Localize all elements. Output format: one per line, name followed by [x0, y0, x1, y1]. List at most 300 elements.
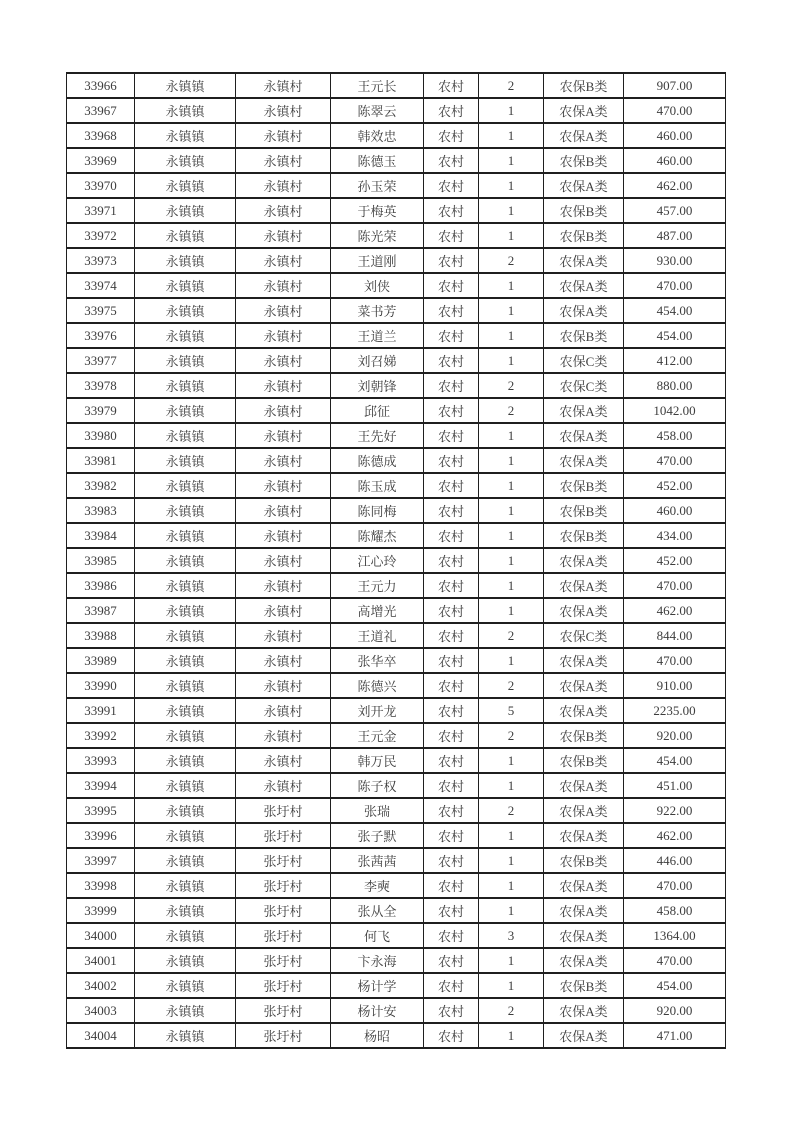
town-cell: 永镇镇 [135, 948, 236, 973]
village-cell: 张圩村 [236, 823, 331, 848]
person-count-cell: 1 [479, 223, 544, 248]
town-cell: 永镇镇 [135, 448, 236, 473]
amount-cell: 451.00 [624, 773, 726, 798]
person-count-cell: 1 [479, 773, 544, 798]
insurance-category-cell: 农保B类 [544, 198, 624, 223]
table-row [67, 323, 726, 348]
person-name-cell: 韩万民 [331, 748, 424, 773]
table-row [67, 473, 726, 498]
table-row [67, 748, 726, 773]
table-row [67, 448, 726, 473]
record-number-cell: 33973 [67, 248, 135, 273]
household-type-cell: 农村 [424, 673, 479, 698]
person-name-cell: 陈玉成 [331, 473, 424, 498]
table-row [67, 823, 726, 848]
insurance-category-cell: 农保B类 [544, 848, 624, 873]
insurance-category-cell: 农保A类 [544, 823, 624, 848]
town-cell: 永镇镇 [135, 623, 236, 648]
record-number-cell: 33968 [67, 123, 135, 148]
village-cell: 张圩村 [236, 948, 331, 973]
household-type-cell: 农村 [424, 873, 479, 898]
insurance-category-cell: 农保B类 [544, 723, 624, 748]
table-row [67, 948, 726, 973]
insurance-category-cell: 农保A类 [544, 898, 624, 923]
household-type-cell: 农村 [424, 148, 479, 173]
person-name-cell: 王道刚 [331, 248, 424, 273]
person-count-cell: 1 [479, 448, 544, 473]
insurance-category-cell: 农保B类 [544, 323, 624, 348]
record-number-cell: 33987 [67, 598, 135, 623]
village-cell: 永镇村 [236, 598, 331, 623]
amount-cell: 470.00 [624, 573, 726, 598]
person-name-cell: 王道礼 [331, 623, 424, 648]
village-cell: 永镇村 [236, 448, 331, 473]
town-cell: 永镇镇 [135, 98, 236, 123]
record-number-cell: 34001 [67, 948, 135, 973]
record-number-cell: 33989 [67, 648, 135, 673]
person-name-cell: 菜书芳 [331, 298, 424, 323]
town-cell: 永镇镇 [135, 148, 236, 173]
person-name-cell: 陈德玉 [331, 148, 424, 173]
insurance-category-cell: 农保B类 [544, 73, 624, 98]
person-name-cell: 孙玉荣 [331, 173, 424, 198]
amount-cell: 880.00 [624, 373, 726, 398]
table-row [67, 348, 726, 373]
insurance-category-cell: 农保A类 [544, 773, 624, 798]
town-cell: 永镇镇 [135, 698, 236, 723]
town-cell: 永镇镇 [135, 648, 236, 673]
person-count-cell: 1 [479, 848, 544, 873]
insurance-category-cell: 农保A类 [544, 673, 624, 698]
village-cell: 张圩村 [236, 973, 331, 998]
household-type-cell: 农村 [424, 173, 479, 198]
village-cell: 永镇村 [236, 248, 331, 273]
insurance-category-cell: 农保A类 [544, 273, 624, 298]
town-cell: 永镇镇 [135, 723, 236, 748]
table-row [67, 998, 726, 1023]
table-row [67, 98, 726, 123]
person-count-cell: 1 [479, 1023, 544, 1048]
person-count-cell: 2 [479, 248, 544, 273]
amount-cell: 454.00 [624, 323, 726, 348]
amount-cell: 452.00 [624, 473, 726, 498]
village-cell: 永镇村 [236, 223, 331, 248]
amount-cell: 458.00 [624, 898, 726, 923]
person-count-cell: 2 [479, 998, 544, 1023]
town-cell: 永镇镇 [135, 773, 236, 798]
insurance-category-cell: 农保A类 [544, 123, 624, 148]
person-count-cell: 1 [479, 148, 544, 173]
person-count-cell: 1 [479, 348, 544, 373]
amount-cell: 460.00 [624, 498, 726, 523]
record-number-cell: 33990 [67, 673, 135, 698]
person-name-cell: 陈耀杰 [331, 523, 424, 548]
town-cell: 永镇镇 [135, 973, 236, 998]
village-cell: 永镇村 [236, 323, 331, 348]
person-count-cell: 1 [479, 173, 544, 198]
record-number-cell: 33983 [67, 498, 135, 523]
person-name-cell: 韩效忠 [331, 123, 424, 148]
table-row [67, 648, 726, 673]
record-number-cell: 33971 [67, 198, 135, 223]
person-count-cell: 1 [479, 98, 544, 123]
person-count-cell: 1 [479, 298, 544, 323]
amount-cell: 462.00 [624, 823, 726, 848]
household-type-cell: 农村 [424, 323, 479, 348]
person-count-cell: 2 [479, 73, 544, 98]
town-cell: 永镇镇 [135, 673, 236, 698]
village-cell: 张圩村 [236, 873, 331, 898]
person-count-cell: 1 [479, 498, 544, 523]
amount-cell: 470.00 [624, 873, 726, 898]
insurance-category-cell: 农保B类 [544, 148, 624, 173]
table-row [67, 723, 726, 748]
person-name-cell: 卞永海 [331, 948, 424, 973]
person-count-cell: 1 [479, 973, 544, 998]
insurance-category-cell: 农保A类 [544, 98, 624, 123]
village-cell: 永镇村 [236, 73, 331, 98]
insurance-category-cell: 农保B类 [544, 973, 624, 998]
amount-cell: 470.00 [624, 273, 726, 298]
insurance-category-cell: 农保A类 [544, 398, 624, 423]
person-count-cell: 1 [479, 473, 544, 498]
village-cell: 永镇村 [236, 673, 331, 698]
record-number-cell: 33980 [67, 423, 135, 448]
village-cell: 张圩村 [236, 998, 331, 1023]
record-number-cell: 33986 [67, 573, 135, 598]
village-cell: 永镇村 [236, 123, 331, 148]
person-name-cell: 杨计安 [331, 998, 424, 1023]
record-number-cell: 33981 [67, 448, 135, 473]
town-cell: 永镇镇 [135, 73, 236, 98]
person-name-cell: 于梅英 [331, 198, 424, 223]
record-number-cell: 33992 [67, 723, 135, 748]
insurance-category-cell: 农保B类 [544, 223, 624, 248]
table-row [67, 248, 726, 273]
insurance-category-cell: 农保C类 [544, 623, 624, 648]
household-type-cell: 农村 [424, 898, 479, 923]
person-count-cell: 1 [479, 273, 544, 298]
household-type-cell: 农村 [424, 1023, 479, 1048]
insurance-category-cell: 农保A类 [544, 548, 624, 573]
table-row [67, 573, 726, 598]
household-type-cell: 农村 [424, 573, 479, 598]
table-row [67, 223, 726, 248]
table-row [67, 298, 726, 323]
insurance-category-cell: 农保A类 [544, 798, 624, 823]
household-type-cell: 农村 [424, 823, 479, 848]
record-number-cell: 33979 [67, 398, 135, 423]
person-count-cell: 2 [479, 723, 544, 748]
record-number-cell: 34000 [67, 923, 135, 948]
table-row [67, 973, 726, 998]
person-count-cell: 1 [479, 423, 544, 448]
person-count-cell: 1 [479, 748, 544, 773]
household-type-cell: 农村 [424, 448, 479, 473]
person-count-cell: 2 [479, 623, 544, 648]
person-name-cell: 王元长 [331, 73, 424, 98]
table-row [67, 173, 726, 198]
household-type-cell: 农村 [424, 548, 479, 573]
table-row [67, 73, 726, 98]
household-type-cell: 农村 [424, 598, 479, 623]
person-count-cell: 1 [479, 323, 544, 348]
person-count-cell: 1 [479, 873, 544, 898]
amount-cell: 470.00 [624, 98, 726, 123]
town-cell: 永镇镇 [135, 598, 236, 623]
person-name-cell: 杨计学 [331, 973, 424, 998]
table-row [67, 523, 726, 548]
town-cell: 永镇镇 [135, 223, 236, 248]
insurance-category-cell: 农保C类 [544, 373, 624, 398]
person-name-cell: 陈翠云 [331, 98, 424, 123]
amount-cell: 452.00 [624, 548, 726, 573]
record-number-cell: 33972 [67, 223, 135, 248]
village-cell: 永镇村 [236, 298, 331, 323]
person-name-cell: 刘朝锋 [331, 373, 424, 398]
village-cell: 永镇村 [236, 498, 331, 523]
insurance-category-cell: 农保A类 [544, 173, 624, 198]
record-number-cell: 33969 [67, 148, 135, 173]
household-type-cell: 农村 [424, 73, 479, 98]
amount-cell: 458.00 [624, 423, 726, 448]
town-cell: 永镇镇 [135, 373, 236, 398]
amount-cell: 462.00 [624, 598, 726, 623]
record-number-cell: 33998 [67, 873, 135, 898]
amount-cell: 470.00 [624, 448, 726, 473]
person-name-cell: 张瑞 [331, 798, 424, 823]
town-cell: 永镇镇 [135, 498, 236, 523]
household-type-cell: 农村 [424, 273, 479, 298]
person-count-cell: 1 [479, 898, 544, 923]
town-cell: 永镇镇 [135, 123, 236, 148]
record-number-cell: 33993 [67, 748, 135, 773]
person-name-cell: 江心玲 [331, 548, 424, 573]
table-row [67, 273, 726, 298]
person-count-cell: 1 [479, 648, 544, 673]
household-type-cell: 农村 [424, 298, 479, 323]
insurance-category-cell: 农保A类 [544, 873, 624, 898]
village-cell: 永镇村 [236, 273, 331, 298]
amount-cell: 2235.00 [624, 698, 726, 723]
record-number-cell: 33991 [67, 698, 135, 723]
table-row [67, 498, 726, 523]
table-row [67, 623, 726, 648]
person-name-cell: 杨昭 [331, 1023, 424, 1048]
amount-cell: 907.00 [624, 73, 726, 98]
insurance-category-cell: 农保A类 [544, 298, 624, 323]
amount-cell: 844.00 [624, 623, 726, 648]
village-cell: 永镇村 [236, 198, 331, 223]
town-cell: 永镇镇 [135, 873, 236, 898]
town-cell: 永镇镇 [135, 898, 236, 923]
household-type-cell: 农村 [424, 973, 479, 998]
table-body [67, 73, 726, 1048]
amount-cell: 487.00 [624, 223, 726, 248]
amount-cell: 460.00 [624, 123, 726, 148]
amount-cell: 930.00 [624, 248, 726, 273]
household-type-cell: 农村 [424, 748, 479, 773]
amount-cell: 920.00 [624, 998, 726, 1023]
amount-cell: 1042.00 [624, 398, 726, 423]
record-number-cell: 33996 [67, 823, 135, 848]
village-cell: 永镇村 [236, 423, 331, 448]
household-type-cell: 农村 [424, 723, 479, 748]
household-type-cell: 农村 [424, 798, 479, 823]
amount-cell: 454.00 [624, 973, 726, 998]
person-name-cell: 张从全 [331, 898, 424, 923]
person-name-cell: 邱征 [331, 398, 424, 423]
amount-cell: 471.00 [624, 1023, 726, 1048]
record-number-cell: 34004 [67, 1023, 135, 1048]
record-number-cell: 33966 [67, 73, 135, 98]
person-name-cell: 陈德成 [331, 448, 424, 473]
household-type-cell: 农村 [424, 248, 479, 273]
person-name-cell: 高增光 [331, 598, 424, 623]
record-number-cell: 33977 [67, 348, 135, 373]
insurance-category-cell: 农保A类 [544, 1023, 624, 1048]
insurance-category-cell: 农保B类 [544, 748, 624, 773]
record-number-cell: 33995 [67, 798, 135, 823]
record-number-cell: 33997 [67, 848, 135, 873]
amount-cell: 434.00 [624, 523, 726, 548]
record-number-cell: 33970 [67, 173, 135, 198]
village-cell: 永镇村 [236, 148, 331, 173]
person-name-cell: 何飞 [331, 923, 424, 948]
village-cell: 永镇村 [236, 398, 331, 423]
amount-cell: 460.00 [624, 148, 726, 173]
record-number-cell: 34003 [67, 998, 135, 1023]
table-row [67, 423, 726, 448]
town-cell: 永镇镇 [135, 173, 236, 198]
amount-cell: 1364.00 [624, 923, 726, 948]
insurance-category-cell: 农保C类 [544, 348, 624, 373]
insurance-category-cell: 农保B类 [544, 498, 624, 523]
town-cell: 永镇镇 [135, 423, 236, 448]
table-row [67, 773, 726, 798]
town-cell: 永镇镇 [135, 998, 236, 1023]
village-cell: 永镇村 [236, 373, 331, 398]
person-name-cell: 陈同梅 [331, 498, 424, 523]
table-row [67, 373, 726, 398]
record-number-cell: 33974 [67, 273, 135, 298]
table-row [67, 198, 726, 223]
insurance-category-cell: 农保A类 [544, 573, 624, 598]
insurance-category-cell: 农保A类 [544, 998, 624, 1023]
person-count-cell: 1 [479, 598, 544, 623]
town-cell: 永镇镇 [135, 198, 236, 223]
town-cell: 永镇镇 [135, 273, 236, 298]
town-cell: 永镇镇 [135, 323, 236, 348]
record-number-cell: 33999 [67, 898, 135, 923]
record-number-cell: 33985 [67, 548, 135, 573]
table-row [67, 673, 726, 698]
amount-cell: 922.00 [624, 798, 726, 823]
town-cell: 永镇镇 [135, 823, 236, 848]
village-cell: 永镇村 [236, 523, 331, 548]
town-cell: 永镇镇 [135, 523, 236, 548]
person-count-cell: 2 [479, 373, 544, 398]
village-cell: 永镇村 [236, 623, 331, 648]
village-cell: 永镇村 [236, 573, 331, 598]
insurance-category-cell: 农保A类 [544, 423, 624, 448]
town-cell: 永镇镇 [135, 573, 236, 598]
insurance-category-cell: 农保A类 [544, 598, 624, 623]
person-name-cell: 张华卒 [331, 648, 424, 673]
record-number-cell: 33978 [67, 373, 135, 398]
village-cell: 永镇村 [236, 473, 331, 498]
person-name-cell: 刘召娣 [331, 348, 424, 373]
person-name-cell: 王元金 [331, 723, 424, 748]
household-type-cell: 农村 [424, 223, 479, 248]
household-type-cell: 农村 [424, 123, 479, 148]
person-count-cell: 1 [479, 523, 544, 548]
amount-cell: 470.00 [624, 648, 726, 673]
amount-cell: 470.00 [624, 948, 726, 973]
person-name-cell: 张茜茜 [331, 848, 424, 873]
person-count-cell: 3 [479, 923, 544, 948]
household-type-cell: 农村 [424, 348, 479, 373]
person-count-cell: 1 [479, 123, 544, 148]
town-cell: 永镇镇 [135, 248, 236, 273]
record-number-cell: 34002 [67, 973, 135, 998]
table-row [67, 873, 726, 898]
household-type-cell: 农村 [424, 948, 479, 973]
household-type-cell: 农村 [424, 398, 479, 423]
village-cell: 永镇村 [236, 98, 331, 123]
village-cell: 永镇村 [236, 698, 331, 723]
village-cell: 永镇村 [236, 648, 331, 673]
household-type-cell: 农村 [424, 923, 479, 948]
person-name-cell: 王道兰 [331, 323, 424, 348]
village-cell: 永镇村 [236, 173, 331, 198]
record-number-cell: 33984 [67, 523, 135, 548]
household-type-cell: 农村 [424, 698, 479, 723]
insurance-category-cell: 农保A类 [544, 923, 624, 948]
record-number-cell: 33975 [67, 298, 135, 323]
table-row [67, 148, 726, 173]
benefits-table [66, 72, 726, 1049]
person-name-cell: 陈光荣 [331, 223, 424, 248]
person-count-cell: 2 [479, 673, 544, 698]
table-row [67, 123, 726, 148]
insurance-category-cell: 农保B类 [544, 473, 624, 498]
household-type-cell: 农村 [424, 423, 479, 448]
town-cell: 永镇镇 [135, 473, 236, 498]
table-row [67, 548, 726, 573]
table-row [67, 1023, 726, 1048]
amount-cell: 454.00 [624, 298, 726, 323]
household-type-cell: 农村 [424, 848, 479, 873]
person-name-cell: 刘开龙 [331, 698, 424, 723]
table-row [67, 848, 726, 873]
person-name-cell: 陈德兴 [331, 673, 424, 698]
household-type-cell: 农村 [424, 998, 479, 1023]
record-number-cell: 33994 [67, 773, 135, 798]
person-name-cell: 李奭 [331, 873, 424, 898]
person-count-cell: 1 [479, 948, 544, 973]
insurance-category-cell: 农保A类 [544, 698, 624, 723]
person-name-cell: 张子默 [331, 823, 424, 848]
amount-cell: 412.00 [624, 348, 726, 373]
village-cell: 永镇村 [236, 748, 331, 773]
insurance-category-cell: 农保A类 [544, 448, 624, 473]
person-count-cell: 2 [479, 798, 544, 823]
village-cell: 张圩村 [236, 798, 331, 823]
village-cell: 永镇村 [236, 773, 331, 798]
record-number-cell: 33967 [67, 98, 135, 123]
town-cell: 永镇镇 [135, 848, 236, 873]
